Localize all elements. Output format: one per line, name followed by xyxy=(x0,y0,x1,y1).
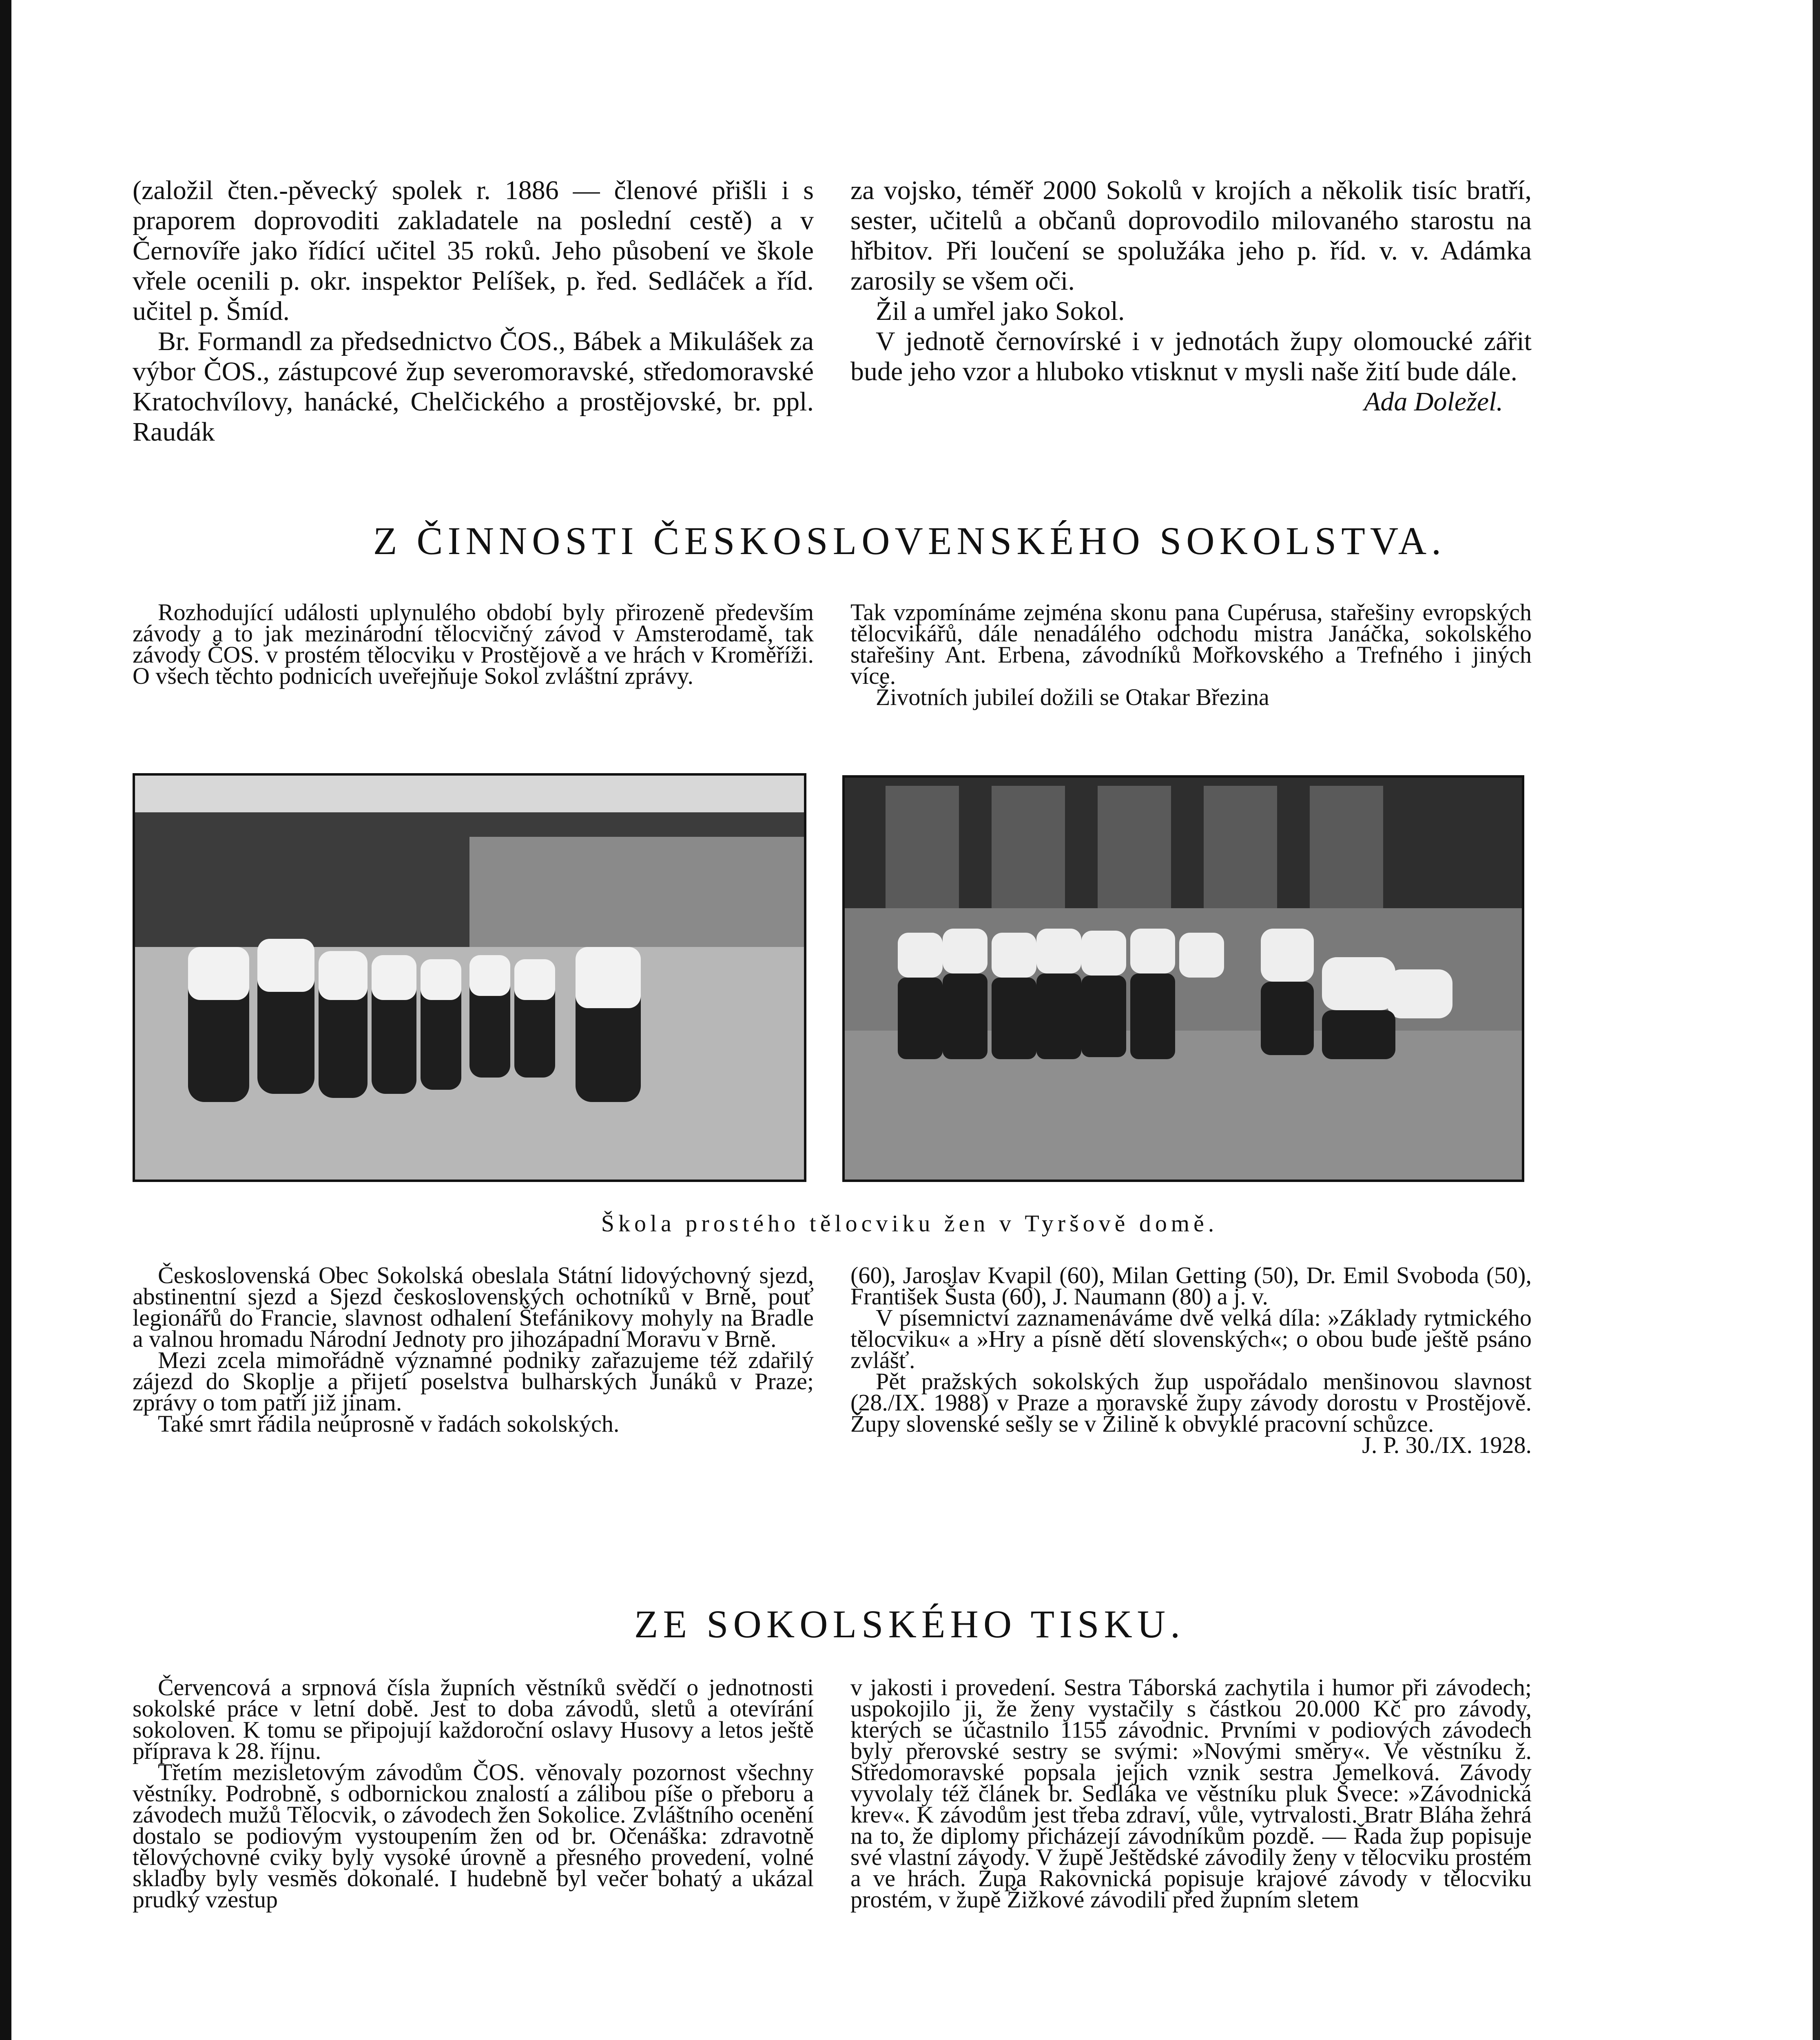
section-heading-tisk: ZE SOKOLSKÉHO TISKU. xyxy=(634,1602,1185,1646)
s2-left-column xyxy=(133,1674,814,1913)
s1-right-lower-para-2: V písemnictví zaznamenáváme dvě velká díla: »Základy rytmického tělocviku« a »Hry a písně dětí slovenských«; o obou bude ještě psáno zvlášť. xyxy=(850,1304,1532,1373)
signature: Ada Doležel. xyxy=(1364,387,1503,417)
section-heading-cinnost: Z ČINNOSTI ČESKOSLOVENSKÉHO SOKOLSTVA. xyxy=(373,519,1446,563)
top-left-para-1: (založil čten.-pěvecký spolek r. 1886 — členové přišli i s praporem doprovoditi zakladatele na poslední cestě) a v Černovíře jako řídící učitel 35 roků. Jeho působení ve škole vřele ocenili p. okr. inspektor Pelíšek, p. řed. Sedláček a říd. učitel p. Šmíd. xyxy=(133,175,814,326)
photo-right xyxy=(842,775,1524,1182)
photo-caption: Škola prostého tělocviku žen v Tyršově domě. xyxy=(601,1210,1218,1237)
s2-right-para-1: v jakosti i provedení. Sestra Táborská zachytila i humor při závodech; uspokojilo ji, že ženy vystačily s částkou 20.000 Kč pro závody, kterých se účastnilo 1155 závodnic. Prvními v podiových závodech byly přerovské sestry se svými: »Novými směry«. Ve věstníku ž. Středomoravské popsala jejich vznik sestra Jemelková. Závody vyvolaly též článek br. Sedláka ve věstníku pluk Švece: »Závodnická krev«. K závodům jest třeba zdraví, vůle, vytrvalosti. Bratr Bláha žehrá na to, že diplomy přicházejí závodníkům pozdě. — Řada žup popisuje své vlastní závody. V župě Ještědské závodily ženy v tělocviku prostém a ve hrách. Župa Rakovnická popisuje krajové závody v tělocviku prostém, v župě Žižkové závodili před župním sletem xyxy=(850,1674,1532,1913)
s2-left-para-1: Červencová a srpnová čísla župních věstníků svědčí o jednotnosti sokolské práce v letní době. Jest to doba závodů, sletů a otevírání sokoloven. K tomu se připojují každoroční oslavy Husovy a letos ještě příprava k 28. říjnu. xyxy=(133,1674,814,1764)
s1-right-intro-para-2: Životních jubileí dožili se Otakar Březina xyxy=(876,684,1269,710)
photo-right-image xyxy=(845,778,1522,1180)
s1-left-lower-para-1: Československá Obec Sokolská obeslala Státní lidovýchovný sjezd, abstinentní sjezd a Sjezd československých ochotníků v Brně, pouť legionářů do Francie, slavnost odhalení Štefánikovy mohyly na Bradle a valnou hromadu Národní Jednoty pro jihozápadní Moravu v Brně. xyxy=(133,1262,814,1352)
s1-left-lower-para-3: Také smrt řádila neúprosně v řadách sokolských. xyxy=(158,1410,620,1437)
top-right-para-3: V jednotě černovírské i v jednotách župy olomoucké zářit bude jeho vzor a hluboko vtisknut v mysli naše žití bude dále. xyxy=(850,326,1532,386)
s1-left-lower-para-2: Mezi zcela mimořádně významné podniky zařazujeme též zdařilý zájezd do Skoplje a přijetí poselstva bulharských Junáků v Praze; zprávy o tom patří již jinam. xyxy=(133,1347,814,1416)
top-right-para-2: Žil a umřel jako Sokol. xyxy=(876,296,1125,326)
s1-left-intro-para: Rozhodující události uplynulého období byly přirozeně především závody a to jak mezinárodní tělocvičný závod v Amsterodamě, tak závody ČOS. v prostém tělocviku v Prostějově a ve hrách v Kroměříži. O všech těchto podnicích uveřejňuje Sokol zvláštní zprávy. xyxy=(133,599,814,689)
s2-right-column xyxy=(850,1674,1532,1913)
top-right-para-1: za vojsko, téměř 2000 Sokolů v krojích a několik tisíc bratří, sester, učitelů a občanů doprovodilo milovaného starostu na hřbitov. Při loučení se spolužáka jeho p. říd. v. v. Adámka zarosily se všem oči. xyxy=(850,175,1532,296)
s1-right-intro-para-1: Tak vzpomínáme zejména skonu pana Cupérusa, stařešiny evropských tělocvikářů, dále nenadálého odchodu mistra Janáčka, sokolského stařešiny Ant. Erbena, závodníků Mořkovského a Trefného i jiných více. xyxy=(850,599,1532,689)
top-right-column xyxy=(850,175,1532,417)
s1-right-lower-para-3: Pět pražských sokolských žup uspořádalo menšinovou slavnost (28./IX. 1988) v Praze a moravské župy závody dorostu v Prostějově. Župy slovenské sešly se v Žilině k obvyklé pracovní schůzce. xyxy=(850,1368,1532,1437)
s1-right-lower xyxy=(850,1262,1532,1458)
s1-sign: J. P. 30./IX. 1928. xyxy=(1362,1432,1532,1458)
s1-right-lower-para-1: (60), Jaroslav Kvapil (60), Milan Getting (50), Dr. Emil Svoboda (50), František Šusta (60), J. Naumann (80) a j. v. xyxy=(850,1262,1532,1310)
s1-left-lower xyxy=(133,1262,814,1437)
photo-left xyxy=(133,773,806,1182)
s1-left-intro xyxy=(133,599,814,689)
photo-left-image xyxy=(135,776,804,1180)
top-left-para-2: Br. Formandl za předsednictvo ČOS., Bábek a Mikulášek za výbor ČOS., zástupcové žup severomoravské, středomoravské Kratochvílovy, hanácké, Chelčického a prostějovské, br. ppl. Raudák xyxy=(133,326,814,447)
s2-left-para-2: Třetím mezisletovým závodům ČOS. věnovaly pozornost všechny věstníky. Podrobně, s odbornickou znalostí a zálibou píše o přeboru a závodech mužů Tělocvik, o závodech žen Sokolice. Zvláštního ocenění dostalo se podiovým vystoupením žen od br. Očenáška: zdravotně tělovýchovné cviky byly vysoké úrovně a přesného provedení, volné skladby byly vesměs dokonalé. I hudebně byl večer bohatý a ukázal prudký vzestup xyxy=(133,1759,814,1913)
s1-right-intro xyxy=(850,599,1532,710)
top-left-column xyxy=(133,175,814,447)
